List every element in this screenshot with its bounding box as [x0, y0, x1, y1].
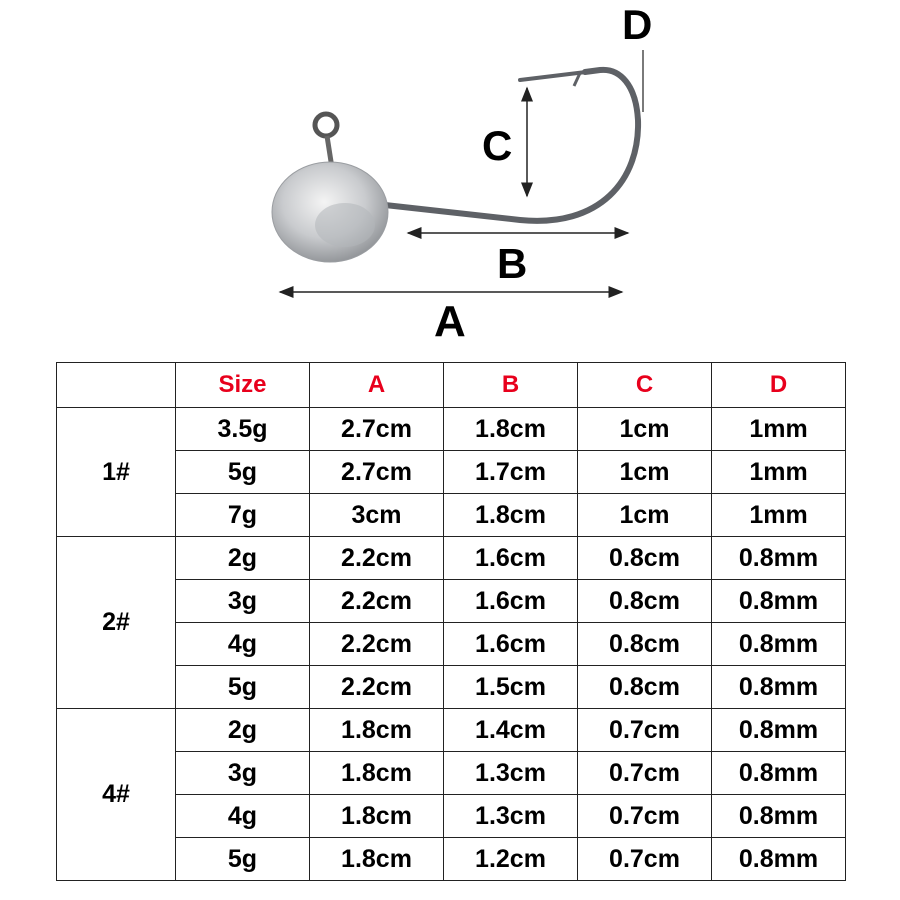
- cell-b: 1.7cm: [444, 451, 578, 494]
- cell-a: 2.2cm: [310, 580, 444, 623]
- cell-size: 5g: [176, 666, 310, 709]
- cell-a: 2.7cm: [310, 451, 444, 494]
- table-body: [57, 408, 846, 881]
- cell-a: 1.8cm: [310, 709, 444, 752]
- table-row: [57, 709, 846, 752]
- size-spec-table: [56, 362, 846, 881]
- cell-c: 0.7cm: [578, 752, 712, 795]
- dimension-label-c: C: [482, 122, 513, 169]
- header-a: A: [310, 363, 444, 408]
- cell-b: 1.8cm: [444, 408, 578, 451]
- cell-c: 0.8cm: [578, 580, 712, 623]
- cell-a: 3cm: [310, 494, 444, 537]
- cell-size: 2g: [176, 537, 310, 580]
- table-row: [57, 752, 846, 795]
- header-group: [57, 363, 176, 408]
- cell-d: 0.8mm: [712, 795, 846, 838]
- header-c: C: [578, 363, 712, 408]
- cell-size: 3.5g: [176, 408, 310, 451]
- cell-d: 0.8mm: [712, 580, 846, 623]
- cell-d: 0.8mm: [712, 623, 846, 666]
- cell-c: 0.8cm: [578, 666, 712, 709]
- table-header-row: [57, 363, 846, 408]
- cell-hook-size-group: 4#: [57, 709, 176, 881]
- cell-a: 2.2cm: [310, 537, 444, 580]
- cell-d: 0.8mm: [712, 709, 846, 752]
- header-b: B: [444, 363, 578, 408]
- cell-d: 0.8mm: [712, 537, 846, 580]
- dimension-label-a: A: [434, 297, 466, 346]
- table-row: [57, 666, 846, 709]
- cell-b: 1.6cm: [444, 537, 578, 580]
- cell-b: 1.6cm: [444, 580, 578, 623]
- header-size: Size: [176, 363, 310, 408]
- cell-size: 3g: [176, 580, 310, 623]
- cell-a: 1.8cm: [310, 795, 444, 838]
- cell-c: 0.7cm: [578, 795, 712, 838]
- table-row: [57, 838, 846, 881]
- cell-a: 2.2cm: [310, 623, 444, 666]
- hook-diagram: [0, 0, 900, 350]
- table-row: [57, 494, 846, 537]
- dimension-label-b: B: [497, 240, 528, 287]
- cell-a: 2.2cm: [310, 666, 444, 709]
- dimension-label-d: D: [622, 1, 653, 48]
- cell-b: 1.5cm: [444, 666, 578, 709]
- hook-eyelet: [315, 114, 337, 136]
- cell-d: 1mm: [712, 451, 846, 494]
- lead-head-shadow: [315, 203, 375, 247]
- cell-d: 0.8mm: [712, 752, 846, 795]
- cell-size: 4g: [176, 623, 310, 666]
- table-row: [57, 451, 846, 494]
- header-d: D: [712, 363, 846, 408]
- cell-b: 1.3cm: [444, 752, 578, 795]
- cell-d: 1mm: [712, 494, 846, 537]
- cell-a: 1.8cm: [310, 752, 444, 795]
- table-row: [57, 408, 846, 451]
- cell-b: 1.6cm: [444, 623, 578, 666]
- cell-hook-size-group: 2#: [57, 537, 176, 709]
- table-row: [57, 537, 846, 580]
- cell-size: 5g: [176, 451, 310, 494]
- cell-size: 2g: [176, 709, 310, 752]
- cell-hook-size-group: 1#: [57, 408, 176, 537]
- cell-a: 2.7cm: [310, 408, 444, 451]
- cell-size: 3g: [176, 752, 310, 795]
- cell-b: 1.4cm: [444, 709, 578, 752]
- cell-b: 1.3cm: [444, 795, 578, 838]
- cell-size: 4g: [176, 795, 310, 838]
- cell-size: 5g: [176, 838, 310, 881]
- cell-d: 0.8mm: [712, 666, 846, 709]
- cell-a: 1.8cm: [310, 838, 444, 881]
- table-row: [57, 580, 846, 623]
- cell-c: 1cm: [578, 494, 712, 537]
- table-row: [57, 795, 846, 838]
- table-row: [57, 623, 846, 666]
- cell-c: 1cm: [578, 408, 712, 451]
- cell-size: 7g: [176, 494, 310, 537]
- cell-c: 0.8cm: [578, 537, 712, 580]
- cell-c: 0.7cm: [578, 709, 712, 752]
- cell-c: 0.7cm: [578, 838, 712, 881]
- cell-d: 1mm: [712, 408, 846, 451]
- cell-c: 1cm: [578, 451, 712, 494]
- cell-b: 1.8cm: [444, 494, 578, 537]
- cell-d: 0.8mm: [712, 838, 846, 881]
- cell-b: 1.2cm: [444, 838, 578, 881]
- cell-c: 0.8cm: [578, 623, 712, 666]
